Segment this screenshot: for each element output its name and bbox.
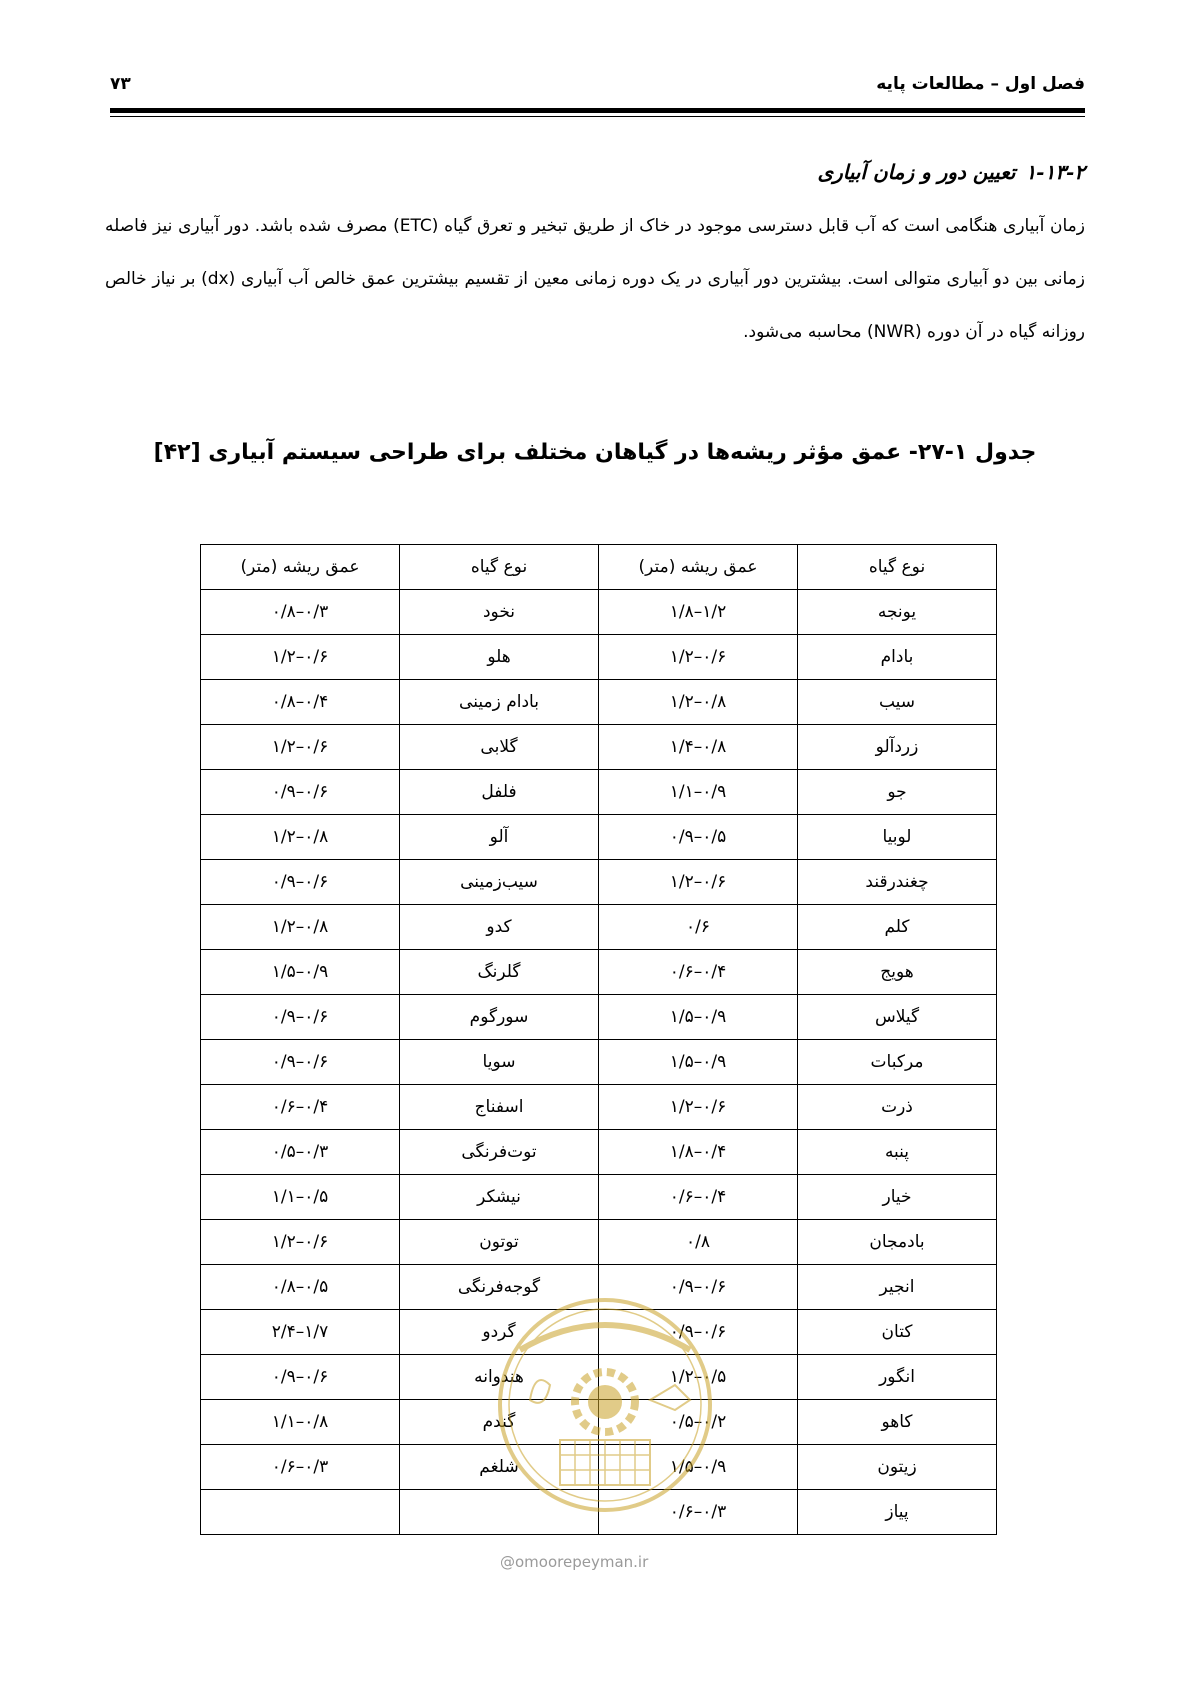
cell-plant-type-1: پیاز bbox=[798, 1490, 997, 1535]
cell-plant-type-1: کلم bbox=[798, 905, 997, 950]
table-row bbox=[201, 1040, 997, 1085]
cell-root-depth-1: ۱/۸–۰/۴ bbox=[599, 1130, 798, 1175]
cell-plant-type-1: بادام bbox=[798, 635, 997, 680]
cell-plant-type-2: فلفل bbox=[400, 770, 599, 815]
table-row bbox=[201, 635, 997, 680]
cell-plant-type-2: گوجه‌فرنگی bbox=[400, 1265, 599, 1310]
cell-root-depth-2: ۰/۸–۰/۵ bbox=[201, 1265, 400, 1310]
table-body bbox=[201, 590, 997, 1535]
cell-root-depth-2: ۰/۸–۰/۳ bbox=[201, 590, 400, 635]
cell-root-depth-1: ۱/۲–۰/۸ bbox=[599, 680, 798, 725]
table-row bbox=[201, 1220, 997, 1265]
cell-plant-type-2 bbox=[400, 1490, 599, 1535]
cell-root-depth-2: ۰/۹–۰/۶ bbox=[201, 995, 400, 1040]
cell-root-depth-2: ۰/۶–۰/۴ bbox=[201, 1085, 400, 1130]
cell-root-depth-1: ۱/۲–۰/۶ bbox=[599, 860, 798, 905]
table-row bbox=[201, 725, 997, 770]
cell-plant-type-2: توتون bbox=[400, 1220, 599, 1265]
cell-plant-type-1: لوبیا bbox=[798, 815, 997, 860]
cell-root-depth-2: ۰/۸–۰/۴ bbox=[201, 680, 400, 725]
table-row bbox=[201, 1400, 997, 1445]
cell-plant-type-2: اسفناج bbox=[400, 1085, 599, 1130]
page-number: ۷۳ bbox=[110, 74, 131, 94]
cell-plant-type-1: جو bbox=[798, 770, 997, 815]
table-caption: جدول ۱-۲۷- عمق مؤثر ریشه‌ها در گیاهان مختلف برای طراحی سیستم آبیاری [۴۲] bbox=[153, 440, 1037, 465]
cell-plant-type-2: سورگوم bbox=[400, 995, 599, 1040]
header-plant-type-2: نوع گیاه bbox=[400, 545, 599, 590]
cell-plant-type-1: پنبه bbox=[798, 1130, 997, 1175]
table-header-row bbox=[201, 545, 997, 590]
cell-plant-type-1: بادمجان bbox=[798, 1220, 997, 1265]
cell-root-depth-2: ۱/۱–۰/۸ bbox=[201, 1400, 400, 1445]
table-row bbox=[201, 905, 997, 950]
cell-plant-type-2: سویا bbox=[400, 1040, 599, 1085]
table-row bbox=[201, 1265, 997, 1310]
section-title: تعیین دور و زمان آبیاری bbox=[817, 160, 1016, 184]
cell-root-depth-1: ۱/۲–۰/۵ bbox=[599, 1355, 798, 1400]
body-paragraph: زمان آبیاری هنگامی است که آب قابل دسترسی موجود در خاک از طریق تبخیر و تعرق گیاه (ETC) مصرف شده باشد. دور آبیاری نیز فاصله زمانی بین دو آبیاری متوالی است. بیشترین دور آبیاری در یک دوره زمانی معین از تقسیم بیشترین عمق خالص آب آبیاری (dx) بر نیاز خالص روزانه گیاه در آن دوره (NWR) محاسبه می‌شود. bbox=[105, 216, 1085, 342]
cell-plant-type-2: گندم bbox=[400, 1400, 599, 1445]
cell-plant-type-1: گیلاس bbox=[798, 995, 997, 1040]
header-root-depth-1: عمق ریشه (متر) bbox=[599, 545, 798, 590]
cell-plant-type-1: مرکبات bbox=[798, 1040, 997, 1085]
table-row bbox=[201, 1355, 997, 1400]
cell-root-depth-2: ۱/۵–۰/۹ bbox=[201, 950, 400, 995]
page-header bbox=[110, 68, 1085, 102]
cell-plant-type-2: گلرنگ bbox=[400, 950, 599, 995]
cell-plant-type-1: خیار bbox=[798, 1175, 997, 1220]
chapter-title: فصل اول – مطالعات پایه bbox=[876, 74, 1085, 94]
watermark-url: @omoorepeyman.ir bbox=[500, 1553, 649, 1571]
header-plant-type-1: نوع گیاه bbox=[798, 545, 997, 590]
cell-plant-type-1: انگور bbox=[798, 1355, 997, 1400]
table-row bbox=[201, 1490, 997, 1535]
table-row bbox=[201, 860, 997, 905]
cell-root-depth-2: ۱/۲–۰/۶ bbox=[201, 725, 400, 770]
cell-plant-type-1: یونجه bbox=[798, 590, 997, 635]
cell-plant-type-2: هلو bbox=[400, 635, 599, 680]
cell-plant-type-1: انجیر bbox=[798, 1265, 997, 1310]
cell-plant-type-2: نخود bbox=[400, 590, 599, 635]
cell-root-depth-2: ۱/۱–۰/۵ bbox=[201, 1175, 400, 1220]
cell-plant-type-2: آلو bbox=[400, 815, 599, 860]
cell-plant-type-2: هندوانه bbox=[400, 1355, 599, 1400]
table-row bbox=[201, 815, 997, 860]
cell-root-depth-1: ۱/۵–۰/۹ bbox=[599, 995, 798, 1040]
cell-plant-type-1: هویج bbox=[798, 950, 997, 995]
cell-plant-type-2: گردو bbox=[400, 1310, 599, 1355]
cell-root-depth-2: ۱/۲–۰/۶ bbox=[201, 1220, 400, 1265]
cell-root-depth-2: ۰/۵–۰/۳ bbox=[201, 1130, 400, 1175]
cell-root-depth-2: ۲/۴–۱/۷ bbox=[201, 1310, 400, 1355]
cell-root-depth-1: ۱/۴–۰/۸ bbox=[599, 725, 798, 770]
cell-root-depth-1: ۱/۲–۰/۶ bbox=[599, 1085, 798, 1130]
cell-root-depth-2: ۰/۹–۰/۶ bbox=[201, 1040, 400, 1085]
header-root-depth-2: عمق ریشه (متر) bbox=[201, 545, 400, 590]
cell-root-depth-1: ۰/۹–۰/۶ bbox=[599, 1310, 798, 1355]
cell-plant-type-1: چغندرقند bbox=[798, 860, 997, 905]
cell-root-depth-2: ۱/۲–۰/۸ bbox=[201, 905, 400, 950]
cell-root-depth-1: ۱/۵–۰/۹ bbox=[599, 1445, 798, 1490]
cell-root-depth-2: ۰/۹–۰/۶ bbox=[201, 1355, 400, 1400]
root-depth-table bbox=[200, 544, 997, 1535]
cell-root-depth-1: ۰/۶–۰/۳ bbox=[599, 1490, 798, 1535]
cell-root-depth-1: ۱/۱–۰/۹ bbox=[599, 770, 798, 815]
cell-root-depth-1: ۱/۲–۰/۶ bbox=[599, 635, 798, 680]
table-row bbox=[201, 1310, 997, 1355]
cell-plant-type-2: نیشکر bbox=[400, 1175, 599, 1220]
cell-root-depth-2: ۱/۲–۰/۸ bbox=[201, 815, 400, 860]
cell-root-depth-2: ۰/۶–۰/۳ bbox=[201, 1445, 400, 1490]
cell-root-depth-2: ۱/۲–۰/۶ bbox=[201, 635, 400, 680]
cell-plant-type-1: زیتون bbox=[798, 1445, 997, 1490]
cell-root-depth-1: ۰/۹–۰/۵ bbox=[599, 815, 798, 860]
table-row bbox=[201, 1085, 997, 1130]
cell-root-depth-1: ۰/۸ bbox=[599, 1220, 798, 1265]
table-row bbox=[201, 590, 997, 635]
cell-plant-type-2: بادام زمینی bbox=[400, 680, 599, 725]
cell-root-depth-1: ۰/۹–۰/۶ bbox=[599, 1265, 798, 1310]
section-heading bbox=[817, 160, 1085, 184]
cell-plant-type-2: کدو bbox=[400, 905, 599, 950]
table-row bbox=[201, 1130, 997, 1175]
cell-plant-type-1: زردآلو bbox=[798, 725, 997, 770]
table-row bbox=[201, 1445, 997, 1490]
cell-root-depth-2: ۰/۹–۰/۶ bbox=[201, 860, 400, 905]
cell-root-depth-2 bbox=[201, 1490, 400, 1535]
table-row bbox=[201, 950, 997, 995]
table-row bbox=[201, 680, 997, 725]
cell-root-depth-2: ۰/۹–۰/۶ bbox=[201, 770, 400, 815]
cell-plant-type-2: شلغم bbox=[400, 1445, 599, 1490]
table-row bbox=[201, 995, 997, 1040]
cell-plant-type-1: سیب bbox=[798, 680, 997, 725]
cell-root-depth-1: ۰/۵–۰/۲ bbox=[599, 1400, 798, 1445]
cell-plant-type-1: کاهو bbox=[798, 1400, 997, 1445]
cell-plant-type-2: توت‌فرنگی bbox=[400, 1130, 599, 1175]
cell-root-depth-1: ۱/۵–۰/۹ bbox=[599, 1040, 798, 1085]
header-rule-thick bbox=[110, 108, 1085, 113]
cell-plant-type-2: سیب‌زمینی bbox=[400, 860, 599, 905]
table-row bbox=[201, 1175, 997, 1220]
cell-root-depth-1: ۰/۶ bbox=[599, 905, 798, 950]
cell-root-depth-1: ۰/۶–۰/۴ bbox=[599, 950, 798, 995]
cell-plant-type-1: ذرت bbox=[798, 1085, 997, 1130]
table-row bbox=[201, 770, 997, 815]
cell-plant-type-2: گلابی bbox=[400, 725, 599, 770]
section-number: ۱-۱۳-۲ bbox=[1025, 160, 1085, 184]
header-rule-thin bbox=[110, 116, 1085, 117]
cell-root-depth-1: ۰/۶–۰/۴ bbox=[599, 1175, 798, 1220]
cell-root-depth-1: ۱/۸–۱/۲ bbox=[599, 590, 798, 635]
cell-plant-type-1: کتان bbox=[798, 1310, 997, 1355]
